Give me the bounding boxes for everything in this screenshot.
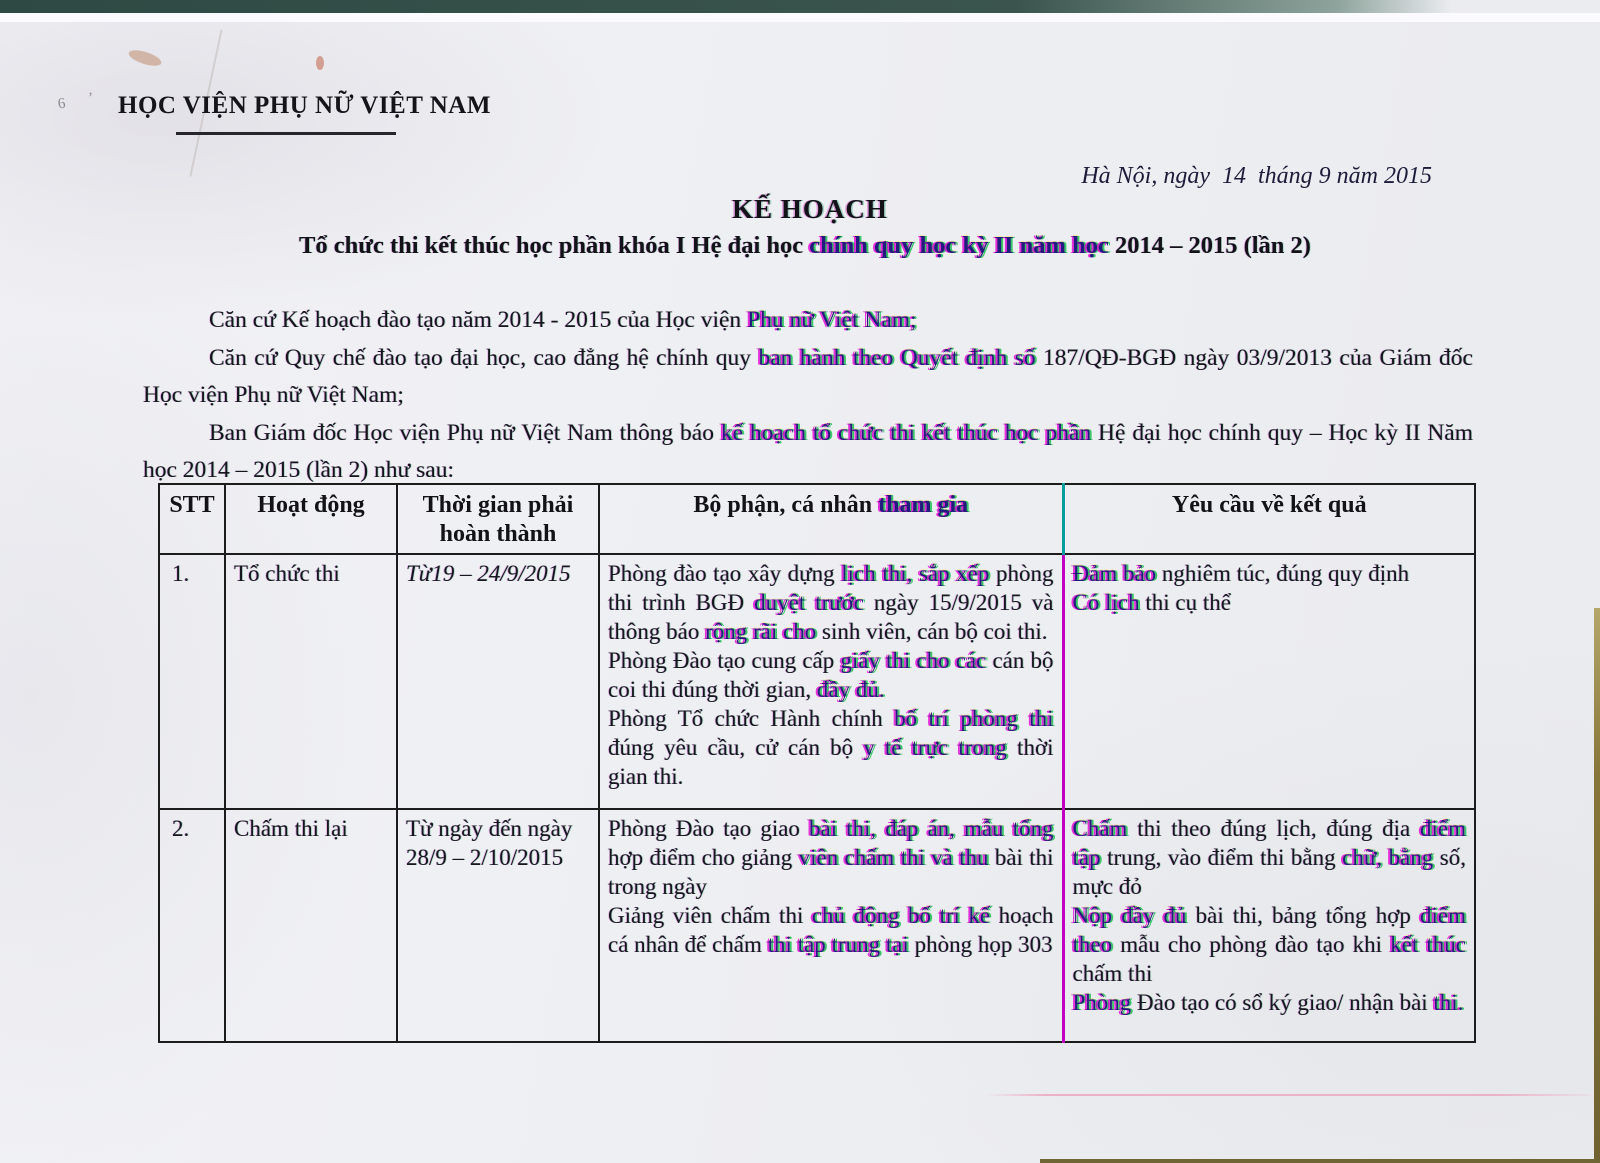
header-row bbox=[159, 484, 1475, 554]
col-header-stt: STT bbox=[159, 484, 225, 554]
cell-deadline: Từ19 – 24/9/2015 bbox=[397, 554, 599, 809]
plan-table-body bbox=[159, 554, 1475, 1042]
plan-table bbox=[158, 483, 1476, 1043]
plan-table-header bbox=[159, 484, 1475, 554]
scanner-edge-top-band bbox=[0, 0, 1452, 13]
col-header-participants: Bộ phận, cá nhân tham gia bbox=[599, 484, 1063, 554]
document-subtitle: Tổ chức thi kết thúc học phần khóa I Hệ đại học chính quy học kỳ II năm học 2014 – 2015 (lần 2) bbox=[299, 232, 1311, 259]
pencil-mark: ’ bbox=[88, 90, 93, 106]
cell-participants: Phòng Đào tạo giao bài thi, đáp án, mẫu tổng hợp điểm cho giảng viên chấm thi và thu bài thi trong ngày Giảng viên chấm thi chủ động bố trí kế hoạch cá nhân để chấm thi tập trung tại phòng họp 303 bbox=[599, 809, 1063, 1042]
preamble bbox=[143, 302, 1473, 490]
table-row bbox=[159, 809, 1475, 1042]
cell-stt: 2. bbox=[159, 809, 225, 1042]
org-name: HỌC VIỆN PHỤ NỮ VIỆT NAM bbox=[118, 92, 491, 119]
col-header-activity: Hoạt động bbox=[225, 484, 397, 554]
paragraph-can-cu-1: Căn cứ Kế hoạch đào tạo năm 2014 - 2015 của Học viện Phụ nữ Việt Nam; bbox=[209, 307, 917, 333]
scanner-edge-white-strip bbox=[0, 13, 1600, 22]
paragraph-thong-bao: Ban Giám đốc Học viện Phụ nữ Việt Nam thông báo kế hoạch tổ chức thi kết thúc học phần Hệ đại học chính quy – Học kỳ II Năm học 2014 – 2015 (lần 2) như sau: bbox=[143, 419, 1473, 483]
document-title: KẾ HOẠCH bbox=[732, 194, 888, 224]
date-line: Hà Nội, ngày 14 tháng 9 năm 2015 bbox=[1081, 163, 1432, 189]
col-header-deadline: Thời gian phải hoàn thành bbox=[397, 484, 599, 554]
scanner-edge-right-strip bbox=[1594, 608, 1600, 1163]
table-row bbox=[159, 554, 1475, 809]
cell-deadline: Từ ngày đến ngày 28/9 – 2/10/2015 bbox=[397, 809, 599, 1042]
paragraph-can-cu-2: Căn cứ Quy chế đào tạo đại học, cao đẳng hệ chính quy ban hành theo Quyết định số 187/QĐ-BGĐ ngày 03/9/2013 của Giám đốc Học viện Phụ nữ Việt Nam; bbox=[143, 344, 1473, 408]
cell-requirements: Đảm bảo nghiêm túc, đúng quy định Có lịch thi cụ thể bbox=[1063, 554, 1475, 809]
scanner-edge-bottom-strip bbox=[1040, 1159, 1600, 1163]
paper-stain bbox=[316, 56, 324, 70]
cell-participants: Phòng đào tạo xây dựng lịch thi, sắp xếp phòng thi trình BGĐ duyệt trước ngày 15/9/2015 và thông báo rộng rãi cho sinh viên, cán bộ coi thi. Phòng Đào tạo cung cấp giấy thi cho các cán bộ coi thi đúng thời gian, đầy đủ. Phòng Tổ chức Hành chính bố trí phòng thi đúng yêu cầu, cử cán bộ y tế trực trong thời gian thi. bbox=[599, 554, 1063, 809]
cell-activity: Tổ chức thi bbox=[225, 554, 397, 809]
cell-activity: Chấm thi lại bbox=[225, 809, 397, 1042]
col-header-requirements: Yêu cầu về kết quả bbox=[1063, 484, 1475, 554]
paper-stain bbox=[127, 47, 163, 69]
cell-stt: 1. bbox=[159, 554, 225, 809]
pencil-mark: 6 bbox=[56, 95, 67, 113]
scan-artifact-pink-line bbox=[985, 1094, 1591, 1096]
cell-requirements: Chấm thi theo đúng lịch, đúng địa điểm tập trung, vào điểm thi bằng chữ, bằng số, mực đỏ Nộp đầy đủ bài thi, bảng tổng hợp điểm theo mẫu cho phòng đào tạo khi kết thúc chấm thi Phòng Đào tạo có sổ ký giao/ nhận bài thi. bbox=[1063, 809, 1475, 1042]
org-name-underline bbox=[176, 132, 396, 135]
